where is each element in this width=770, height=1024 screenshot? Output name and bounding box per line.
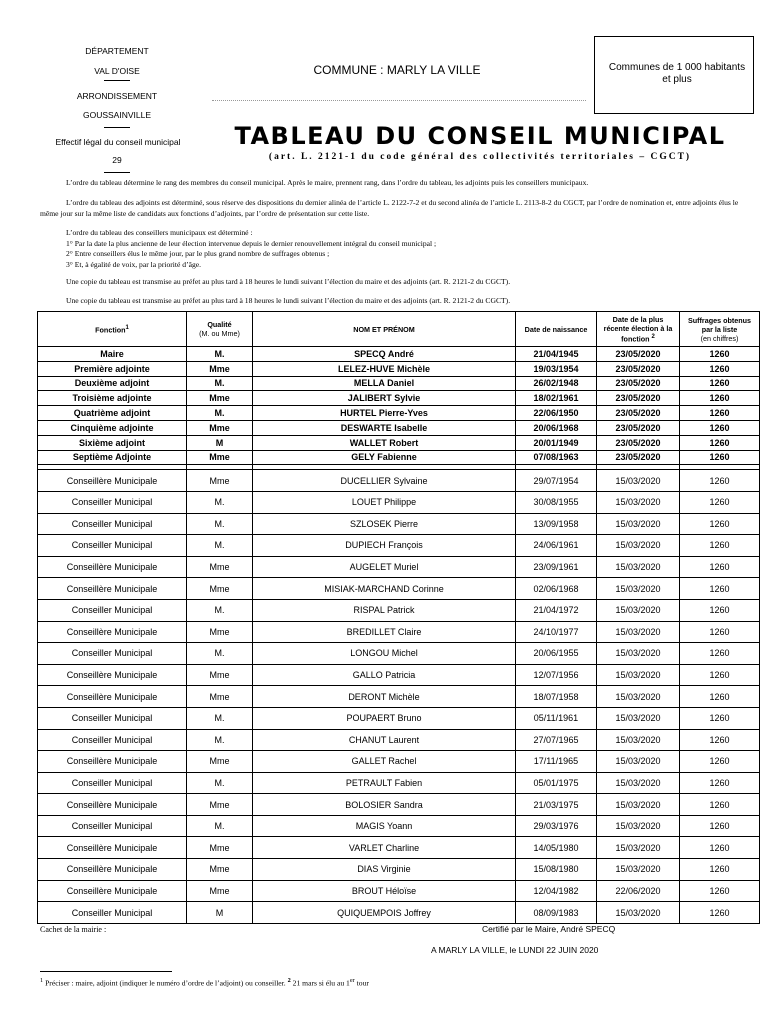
cell-date-naissance: 21/04/1945	[516, 347, 597, 362]
cell-date-election: 15/03/2020	[597, 815, 680, 837]
cell-fonction: Septième Adjointe	[38, 450, 187, 465]
cell-fonction: Conseillère Municipale	[38, 751, 187, 773]
cell-date-election: 23/05/2020	[597, 391, 680, 406]
cell-fonction: Conseillère Municipale	[38, 664, 187, 686]
cell-qualite: Mme	[187, 664, 253, 686]
cell-fonction: Conseillère Municipale	[38, 556, 187, 578]
cell-date-election: 23/05/2020	[597, 450, 680, 465]
cell-date-naissance: 22/06/1950	[516, 406, 597, 421]
cell-fonction: Conseillère Municipale	[38, 621, 187, 643]
cell-qualite: M.	[187, 406, 253, 421]
page-subtitle: (art. L. 2121-1 du code général des collectivités territoriales – CGCT)	[268, 152, 692, 162]
cell-nom: GELY Fabienne	[253, 450, 516, 465]
table-header-row	[38, 312, 760, 347]
cell-date-naissance: 29/03/1976	[516, 815, 597, 837]
cell-fonction: Conseiller Municipal	[38, 902, 187, 924]
cell-fonction: Conseiller Municipal	[38, 707, 187, 729]
arrondissement-value: GOUSSAINVILLE	[82, 110, 152, 120]
cell-qualite: M.	[187, 772, 253, 794]
table-row	[38, 513, 760, 535]
cell-nom: DUPIECH François	[253, 535, 516, 557]
cell-suffrages: 1260	[680, 535, 760, 557]
header-naissance: Date de naissance	[516, 312, 597, 347]
table-row	[38, 470, 760, 492]
cell-date-election: 15/03/2020	[597, 535, 680, 557]
paragraph-copy-1: Une copie du tableau est transmise au préfet au plus tard à 18 heures le lundi suivant l’élection du maire et des adjoints (art. R. 2121-2 du CGCT).	[66, 277, 511, 286]
cell-qualite: M.	[187, 513, 253, 535]
cell-suffrages: 1260	[680, 902, 760, 924]
cell-date-election: 15/03/2020	[597, 729, 680, 751]
cell-qualite: M.	[187, 599, 253, 621]
paragraph-rank: L’ordre du tableau détermine le rang des membres du conseil municipal. Après le maire, prennent rang, dans l’ordre du tableau, les adjoints puis les conseillers municipaux.	[66, 178, 589, 187]
table-body	[38, 347, 760, 924]
table-row	[38, 837, 760, 859]
cell-date-naissance: 18/02/1961	[516, 391, 597, 406]
cell-date-election: 15/03/2020	[597, 491, 680, 513]
table-row	[38, 859, 760, 881]
cell-qualite: Mme	[187, 837, 253, 859]
cell-suffrages: 1260	[680, 556, 760, 578]
cell-nom: HURTEL Pierre-Yves	[253, 406, 516, 421]
cell-suffrages: 1260	[680, 707, 760, 729]
footnote-ref-1: 1	[125, 324, 129, 331]
cell-fonction: Conseiller Municipal	[38, 772, 187, 794]
paragraph-conseillers-3: 3° Et, à égalité de voix, par la priorité d’âge.	[66, 259, 202, 269]
table-row	[38, 361, 760, 376]
header-suffrages-sub: (en chiffres)	[700, 333, 739, 343]
cell-suffrages: 1260	[680, 450, 760, 465]
cell-nom: RISPAL Patrick	[253, 599, 516, 621]
cell-date-election: 23/05/2020	[597, 406, 680, 421]
cell-suffrages: 1260	[680, 729, 760, 751]
header-election-label: Date de la plus récente élection à la fonction	[603, 314, 673, 344]
cell-nom: BOLOSIER Sandra	[253, 794, 516, 816]
cachet-label: Cachet de la mairie :	[40, 925, 107, 934]
cell-qualite: M.	[187, 376, 253, 391]
cell-nom: JALIBERT Sylvie	[253, 391, 516, 406]
cell-nom: AUGELET Muriel	[253, 556, 516, 578]
paragraph-conseillers	[40, 228, 750, 270]
cell-fonction: Quatrième adjoint	[38, 406, 187, 421]
cell-date-naissance: 26/02/1948	[516, 376, 597, 391]
cell-nom: DERONT Michèle	[253, 686, 516, 708]
table-row	[38, 391, 760, 406]
cell-suffrages: 1260	[680, 643, 760, 665]
cell-fonction: Première adjointe	[38, 361, 187, 376]
cell-fonction: Conseiller Municipal	[38, 643, 187, 665]
cell-qualite: M	[187, 902, 253, 924]
table-row	[38, 664, 760, 686]
table-row	[38, 815, 760, 837]
cell-suffrages: 1260	[680, 578, 760, 600]
cell-date-election: 15/03/2020	[597, 556, 680, 578]
cell-date-naissance: 20/01/1949	[516, 435, 597, 450]
cell-date-naissance: 02/06/1968	[516, 578, 597, 600]
table-row	[38, 880, 760, 902]
cell-nom: PETRAULT Fabien	[253, 772, 516, 794]
table-row	[38, 621, 760, 643]
header-qualite-sub: (M. ou Mme)	[199, 329, 240, 338]
cell-date-naissance: 18/07/1958	[516, 686, 597, 708]
table-row	[38, 707, 760, 729]
header-suffrages-label: Suffrages obtenus par la liste	[687, 315, 752, 334]
cell-nom: GALLO Patricia	[253, 664, 516, 686]
cell-qualite: M.	[187, 707, 253, 729]
cell-qualite: Mme	[187, 794, 253, 816]
header-nom: NOM ET PRÉNOM	[253, 312, 516, 347]
page-title: TABLEAU DU CONSEIL MUNICIPAL	[234, 122, 726, 150]
cell-date-election: 15/03/2020	[597, 686, 680, 708]
cell-date-election: 15/03/2020	[597, 599, 680, 621]
cell-date-election: 15/03/2020	[597, 664, 680, 686]
cell-date-naissance: 23/09/1961	[516, 556, 597, 578]
cell-qualite: Mme	[187, 859, 253, 881]
paragraph-copy-2: Une copie du tableau est transmise au préfet au plus tard à 18 heures le lundi suivant l’élection du maire et des adjoints (art. R. 2121-2 du CGCT).	[66, 296, 511, 305]
cell-qualite: Mme	[187, 880, 253, 902]
cell-fonction: Maire	[38, 347, 187, 362]
cell-qualite: Mme	[187, 391, 253, 406]
cell-qualite: M.	[187, 491, 253, 513]
footnote-2-num: 2	[287, 977, 291, 984]
cell-fonction: Conseiller Municipal	[38, 599, 187, 621]
table-row	[38, 751, 760, 773]
divider	[104, 127, 130, 128]
paragraph-conseillers-1: 1° Par la date la plus ancienne de leur élection intervenue depuis le dernier renouvellement intégral du conseil municipal ;	[66, 238, 437, 248]
cell-qualite: Mme	[187, 751, 253, 773]
cell-suffrages: 1260	[680, 621, 760, 643]
cell-date-naissance: 07/08/1963	[516, 450, 597, 465]
table-row	[38, 535, 760, 557]
footnote-2-text: 21 mars si élu au 1	[292, 978, 350, 988]
certified-by: Certifié par le Maire, André SPECQ	[482, 924, 616, 934]
divider	[104, 172, 130, 173]
footnote-divider	[40, 971, 172, 972]
cell-date-election: 15/03/2020	[597, 772, 680, 794]
cell-date-election: 15/03/2020	[597, 643, 680, 665]
cell-nom: BREDILLET Claire	[253, 621, 516, 643]
cell-suffrages: 1260	[680, 376, 760, 391]
cell-date-election: 15/03/2020	[597, 751, 680, 773]
table-row	[38, 729, 760, 751]
cell-date-election: 15/03/2020	[597, 578, 680, 600]
header-election	[597, 312, 680, 347]
cell-date-election: 15/03/2020	[597, 621, 680, 643]
cell-date-naissance: 29/07/1954	[516, 470, 597, 492]
footnote-1-num: 1	[40, 977, 44, 984]
cell-date-naissance: 27/07/1965	[516, 729, 597, 751]
cell-qualite: Mme	[187, 556, 253, 578]
header-qualite	[187, 312, 253, 347]
cell-date-naissance: 20/06/1968	[516, 420, 597, 435]
cell-date-election: 15/03/2020	[597, 513, 680, 535]
cell-nom: SZLOSEK Pierre	[253, 513, 516, 535]
table-row	[38, 450, 760, 465]
cell-suffrages: 1260	[680, 391, 760, 406]
cell-date-naissance: 12/07/1956	[516, 664, 597, 686]
cell-fonction: Conseiller Municipal	[38, 535, 187, 557]
table-row	[38, 420, 760, 435]
cell-fonction: Conseiller Municipal	[38, 491, 187, 513]
table-row	[38, 686, 760, 708]
header-fonction	[38, 312, 187, 347]
table-row	[38, 347, 760, 362]
cell-fonction: Conseillère Municipale	[38, 470, 187, 492]
table-row	[38, 643, 760, 665]
cell-date-election: 23/05/2020	[597, 376, 680, 391]
cell-fonction: Sixième adjoint	[38, 435, 187, 450]
cell-nom: BROUT Héloïse	[253, 880, 516, 902]
cell-nom: LONGOU Michel	[253, 643, 516, 665]
cell-fonction: Conseillère Municipale	[38, 794, 187, 816]
cell-nom: QUIQUEMPOIS Joffrey	[253, 902, 516, 924]
cell-fonction: Conseillère Municipale	[38, 880, 187, 902]
council-table	[37, 311, 760, 924]
cell-qualite: M.	[187, 643, 253, 665]
cell-date-election: 15/03/2020	[597, 837, 680, 859]
table-row	[38, 794, 760, 816]
cell-suffrages: 1260	[680, 837, 760, 859]
header-suffrages	[680, 312, 760, 347]
cell-nom: GALLET Rachel	[253, 751, 516, 773]
paragraph-adjoints: L’ordre du tableau des adjoints est déterminé, sous réserve des dispositions du dernier alinéa de l’article L. 2122-7-2 et du second alinéa de l’article L. 2113-8-2 du CGCT, par l’ordre de nomination et, entre adjoints élus le même jour sur la même liste de candidats aux fonctions d’adjoints, par l’ordre de présentation sur cette liste.	[40, 198, 739, 218]
cell-qualite: Mme	[187, 470, 253, 492]
commune-name: COMMUNE : MARLY LA VILLE	[313, 63, 481, 77]
footnote-ref-2: 2	[651, 333, 655, 340]
cell-qualite: M.	[187, 347, 253, 362]
divider	[104, 80, 130, 81]
header-qualite-label: Qualité	[207, 320, 232, 329]
cell-nom: WALLET Robert	[253, 435, 516, 450]
cell-date-naissance: 21/04/1972	[516, 599, 597, 621]
cell-suffrages: 1260	[680, 361, 760, 376]
cell-nom: DUCELLIER Sylvaine	[253, 470, 516, 492]
cell-nom: VARLET Charline	[253, 837, 516, 859]
cell-suffrages: 1260	[680, 347, 760, 362]
cell-qualite: Mme	[187, 578, 253, 600]
cell-qualite: Mme	[187, 686, 253, 708]
arrondissement-label: ARRONDISSEMENT	[76, 91, 158, 101]
cell-date-election: 23/05/2020	[597, 347, 680, 362]
cell-date-election: 15/03/2020	[597, 902, 680, 924]
cell-date-naissance: 05/01/1975	[516, 772, 597, 794]
cell-fonction: Conseiller Municipal	[38, 729, 187, 751]
cell-date-naissance: 19/03/1954	[516, 361, 597, 376]
cell-date-naissance: 08/09/1983	[516, 902, 597, 924]
cell-nom: MISIAK-MARCHAND Corinne	[253, 578, 516, 600]
cell-date-naissance: 13/09/1958	[516, 513, 597, 535]
cell-suffrages: 1260	[680, 470, 760, 492]
cell-suffrages: 1260	[680, 435, 760, 450]
cell-suffrages: 1260	[680, 794, 760, 816]
cell-nom: CHANUT Laurent	[253, 729, 516, 751]
departement-label: DÉPARTEMENT	[85, 46, 149, 56]
effectif-value: 29	[112, 155, 122, 165]
paragraph-conseillers-intro: L’ordre du tableau des conseillers municipaux est déterminé :	[66, 228, 253, 237]
table-row	[38, 491, 760, 513]
cell-date-naissance: 24/06/1961	[516, 535, 597, 557]
population-box	[594, 36, 754, 114]
cell-fonction: Conseiller Municipal	[38, 815, 187, 837]
table-row	[38, 376, 760, 391]
departement-value: VAL D'OISE	[94, 66, 140, 76]
cell-suffrages: 1260	[680, 599, 760, 621]
dotted-line	[212, 100, 586, 101]
cell-qualite: M.	[187, 535, 253, 557]
cell-fonction: Conseillère Municipale	[38, 859, 187, 881]
cell-date-naissance: 12/04/1982	[516, 880, 597, 902]
table-row	[38, 556, 760, 578]
cell-fonction: Conseiller Municipal	[38, 513, 187, 535]
footnotes	[40, 977, 369, 988]
cell-nom: MELLA Daniel	[253, 376, 516, 391]
cell-qualite: M.	[187, 729, 253, 751]
footnote-2-end: tour	[356, 978, 369, 988]
cell-date-election: 23/05/2020	[597, 420, 680, 435]
cell-qualite: M	[187, 435, 253, 450]
cell-nom: POUPAERT Bruno	[253, 707, 516, 729]
population-text: Communes de 1 000 habitants et plus	[608, 62, 746, 85]
table-row	[38, 902, 760, 924]
cell-suffrages: 1260	[680, 406, 760, 421]
footnote-1-text: Préciser : maire, adjoint (indiquer le numéro d’ordre de l’adjoint) ou conseiller.	[45, 978, 286, 988]
cell-date-election: 15/03/2020	[597, 470, 680, 492]
cell-suffrages: 1260	[680, 664, 760, 686]
table-row	[38, 599, 760, 621]
cell-date-naissance: 05/11/1961	[516, 707, 597, 729]
cell-fonction: Conseillère Municipale	[38, 686, 187, 708]
cell-fonction: Conseillère Municipale	[38, 837, 187, 859]
table-row	[38, 435, 760, 450]
effectif-label: Effectif légal du conseil municipal	[55, 137, 181, 147]
cell-nom: MAGIS Yoann	[253, 815, 516, 837]
table-row	[38, 406, 760, 421]
cell-qualite: Mme	[187, 621, 253, 643]
cell-suffrages: 1260	[680, 513, 760, 535]
cell-nom: SPECQ André	[253, 347, 516, 362]
cell-suffrages: 1260	[680, 751, 760, 773]
cell-nom: LOUET Philippe	[253, 491, 516, 513]
place-date: A MARLY LA VILLE, le LUNDI 22 JUIN 2020	[431, 945, 599, 955]
cell-suffrages: 1260	[680, 815, 760, 837]
cell-date-election: 22/06/2020	[597, 880, 680, 902]
cell-date-election: 15/03/2020	[597, 794, 680, 816]
cell-fonction: Cinquième adjointe	[38, 420, 187, 435]
cell-qualite: Mme	[187, 361, 253, 376]
cell-date-naissance: 30/08/1955	[516, 491, 597, 513]
cell-date-election: 23/05/2020	[597, 435, 680, 450]
cell-suffrages: 1260	[680, 686, 760, 708]
cell-suffrages: 1260	[680, 420, 760, 435]
cell-date-naissance: 14/05/1980	[516, 837, 597, 859]
paragraph-conseillers-2: 2° Entre conseillers élus le même jour, par le plus grand nombre de suffrages obtenus ;	[66, 249, 330, 258]
cell-fonction: Troisième adjointe	[38, 391, 187, 406]
cell-suffrages: 1260	[680, 772, 760, 794]
table-row	[38, 578, 760, 600]
footnote-2-sup: er	[349, 977, 355, 984]
cell-date-naissance: 20/06/1955	[516, 643, 597, 665]
cell-suffrages: 1260	[680, 859, 760, 881]
cell-nom: LELEZ-HUVE Michèle	[253, 361, 516, 376]
cell-date-naissance: 21/03/1975	[516, 794, 597, 816]
cell-suffrages: 1260	[680, 491, 760, 513]
cell-date-election: 23/05/2020	[597, 361, 680, 376]
cell-date-naissance: 17/11/1965	[516, 751, 597, 773]
cell-qualite: M.	[187, 815, 253, 837]
cell-date-naissance: 15/08/1980	[516, 859, 597, 881]
cell-fonction: Conseillère Municipale	[38, 578, 187, 600]
cell-nom: DESWARTE Isabelle	[253, 420, 516, 435]
cell-qualite: Mme	[187, 420, 253, 435]
cell-date-naissance: 24/10/1977	[516, 621, 597, 643]
header-fonction-label: Fonction	[95, 325, 126, 335]
cell-suffrages: 1260	[680, 880, 760, 902]
cell-nom: DIAS Virginie	[253, 859, 516, 881]
cell-date-election: 15/03/2020	[597, 859, 680, 881]
cell-qualite: Mme	[187, 450, 253, 465]
cell-fonction: Deuxième adjoint	[38, 376, 187, 391]
table-row	[38, 772, 760, 794]
cell-date-election: 15/03/2020	[597, 707, 680, 729]
